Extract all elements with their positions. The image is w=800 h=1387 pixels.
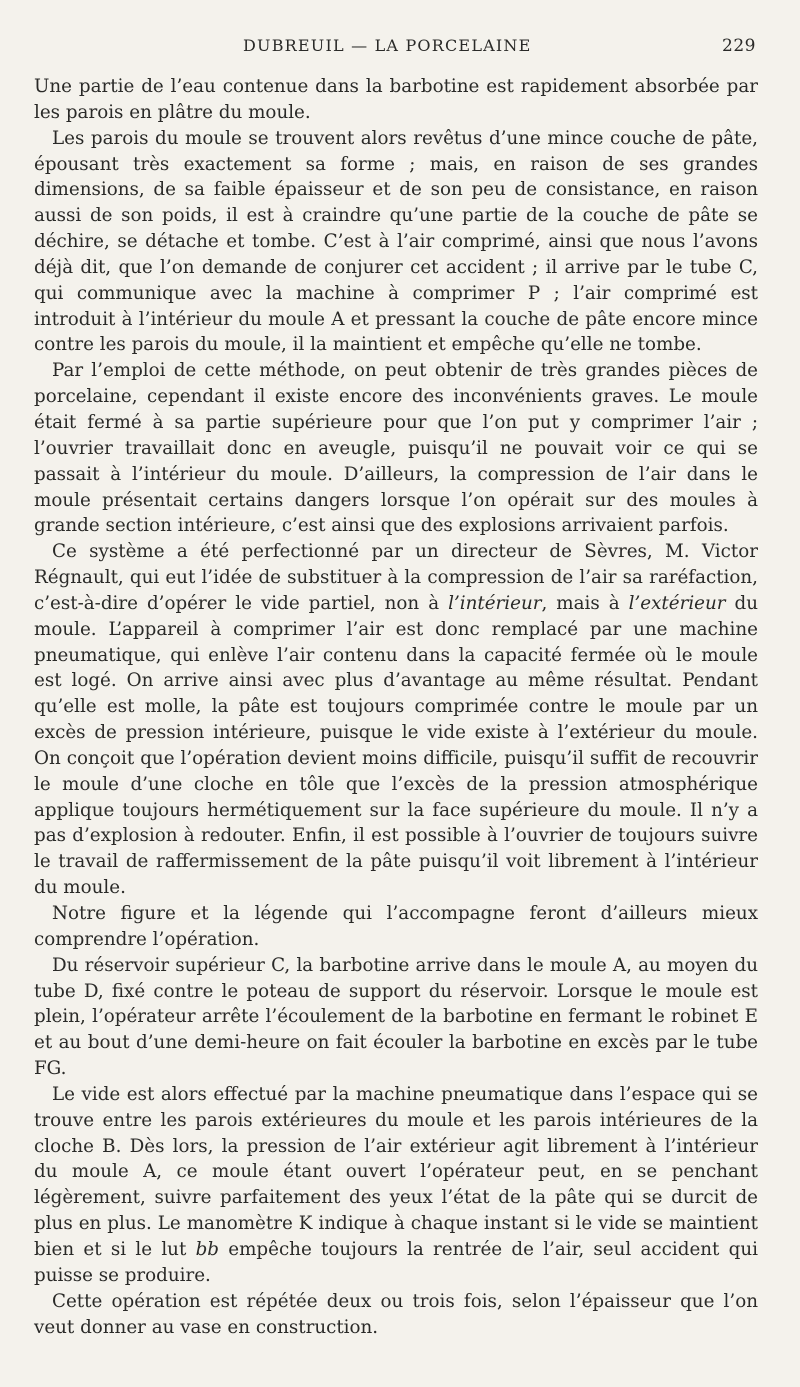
- paragraph-7-part-a: Le vide est alors effectué par la machine pneumatique dans l’espace qui se trouve entre les parois extérieures du moule et les parois intérieures de la cloche B. Dès lors, la pression de l’air extérieur agit librement à l’intérieur du moule A, ce moule étant ouvert l’opérateur peut, en se penchant légèrement, suivre parfaitement des yeux l’état de la pâte qui se durcit de plus en plus. Le manomètre K indique à chaque instant si le vide se maintient bien et si le lut: [34, 1083, 758, 1260]
- paragraph-4: [34, 539, 758, 901]
- emphasis-exterieur: l’extérieur: [628, 592, 726, 614]
- emphasis-bb: bb: [195, 1238, 219, 1260]
- paragraph-5: Notre figure et la légende qui l’accompagne feront d’ailleurs mieux comprendre l’opération.: [34, 903, 758, 950]
- running-title: DUBREUIL — LA PORCELAINE: [243, 36, 532, 55]
- emphasis-interieur: l’intérieur: [448, 592, 542, 614]
- paragraph-4-part-b: , mais à: [541, 592, 629, 614]
- paragraph-7: [34, 1082, 758, 1289]
- body-text: [34, 74, 758, 1340]
- paragraph-2: Les parois du moule se trouvent alors revêtus d’une mince couche de pâte, épousant très exactement sa forme ; mais, en raison de ses grandes dimensions, de sa faible épaisseur et de son peu de consistance, en raison aussi de son poids, il est à craindre qu’une partie de la couche de pâte se déchire, se détache et tombe. C’est à l’air comprimé, ainsi que nous l’avons déjà dit, que l’on demande de conjurer cet accident ; il arrive par le tube C, qui communique avec la machine à comprimer P ; l’air comprimé est introduit à l’intérieur du moule A et pressant la couche de pâte encore mince contre les parois du moule, il la maintient et empêche qu’elle ne tombe.: [34, 127, 758, 356]
- paragraph-1: Une partie de l’eau contenue dans la barbotine est rapidement absorbée par les parois en plâtre du moule.: [34, 76, 758, 123]
- page-number: 229: [722, 36, 756, 56]
- paragraph-6: Du réservoir supérieur C, la barbotine arrive dans le moule A, au moyen du tube D, fixé contre le poteau de support du réservoir. Lorsque le moule est plein, l’opérateur arrête l’écoulement de la barbotine en fermant le robinet E et au bout d’une demi-heure on fait écouler la barbotine en excès par le tube FG.: [34, 954, 758, 1080]
- paragraph-7-part-b: empêche toujours la rentrée de l’air, seul accident qui puisse se produire.: [34, 1238, 758, 1286]
- paragraph-8: Cette opération est répétée deux ou trois fois, selon l’épaisseur que l’on veut donner au vase en construction.: [34, 1290, 758, 1338]
- paragraph-4-part-a: Ce système a été perfectionné par un directeur de Sèvres, M. Victor Régnault, qui eut l’idée de substituer à la compression de l’air sa raréfaction, c’est-à-dire d’opérer le vide partiel, non à: [34, 541, 758, 614]
- running-head: [0, 36, 800, 60]
- paragraph-3: Par l’emploi de cette méthode, on peut obtenir de très grandes pièces de porcelaine, cependant il existe encore des inconvénients graves. Le moule était fermé à sa partie supérieure pour que l’on put y comprimer l’air ; l’ouvrier travaillait donc en aveugle, puisqu’il ne pouvait voir ce qui se passait à l’intérieur du moule. D’ailleurs, la compression de l’air dans le moule présentait certains dangers lorsque l’on opérait sur des moules à grande section intérieure, c’est ainsi que des explosions arrivaient parfois.: [34, 360, 758, 537]
- paragraph-4-part-c: du moule. L’appareil à comprimer l’air est donc remplacé par une machine pneumatique, qui enlève l’air contenu dans la capacité fermée où le moule est logé. On arrive ainsi avec plus d’avantage au même résultat. Pendant qu’elle est molle, la pâte est toujours comprimée contre le moule par un excès de pression intérieure, puisque le vide existe à l’extérieur du moule. On conçoit que l’opération devient moins difficile, puisqu’il suffit de recouvrir le moule d’une cloche en tôle que l’excès de la pression atmosphérique applique toujours hermétiquement sur la face supérieure du moule. Il n’y a pas d’explosion à redouter. Enfin, il est possible à l’ouvrier de toujours suivre le travail de raffermissement de la pâte puisqu’il voit librement à l’intérieur du moule.: [34, 592, 758, 899]
